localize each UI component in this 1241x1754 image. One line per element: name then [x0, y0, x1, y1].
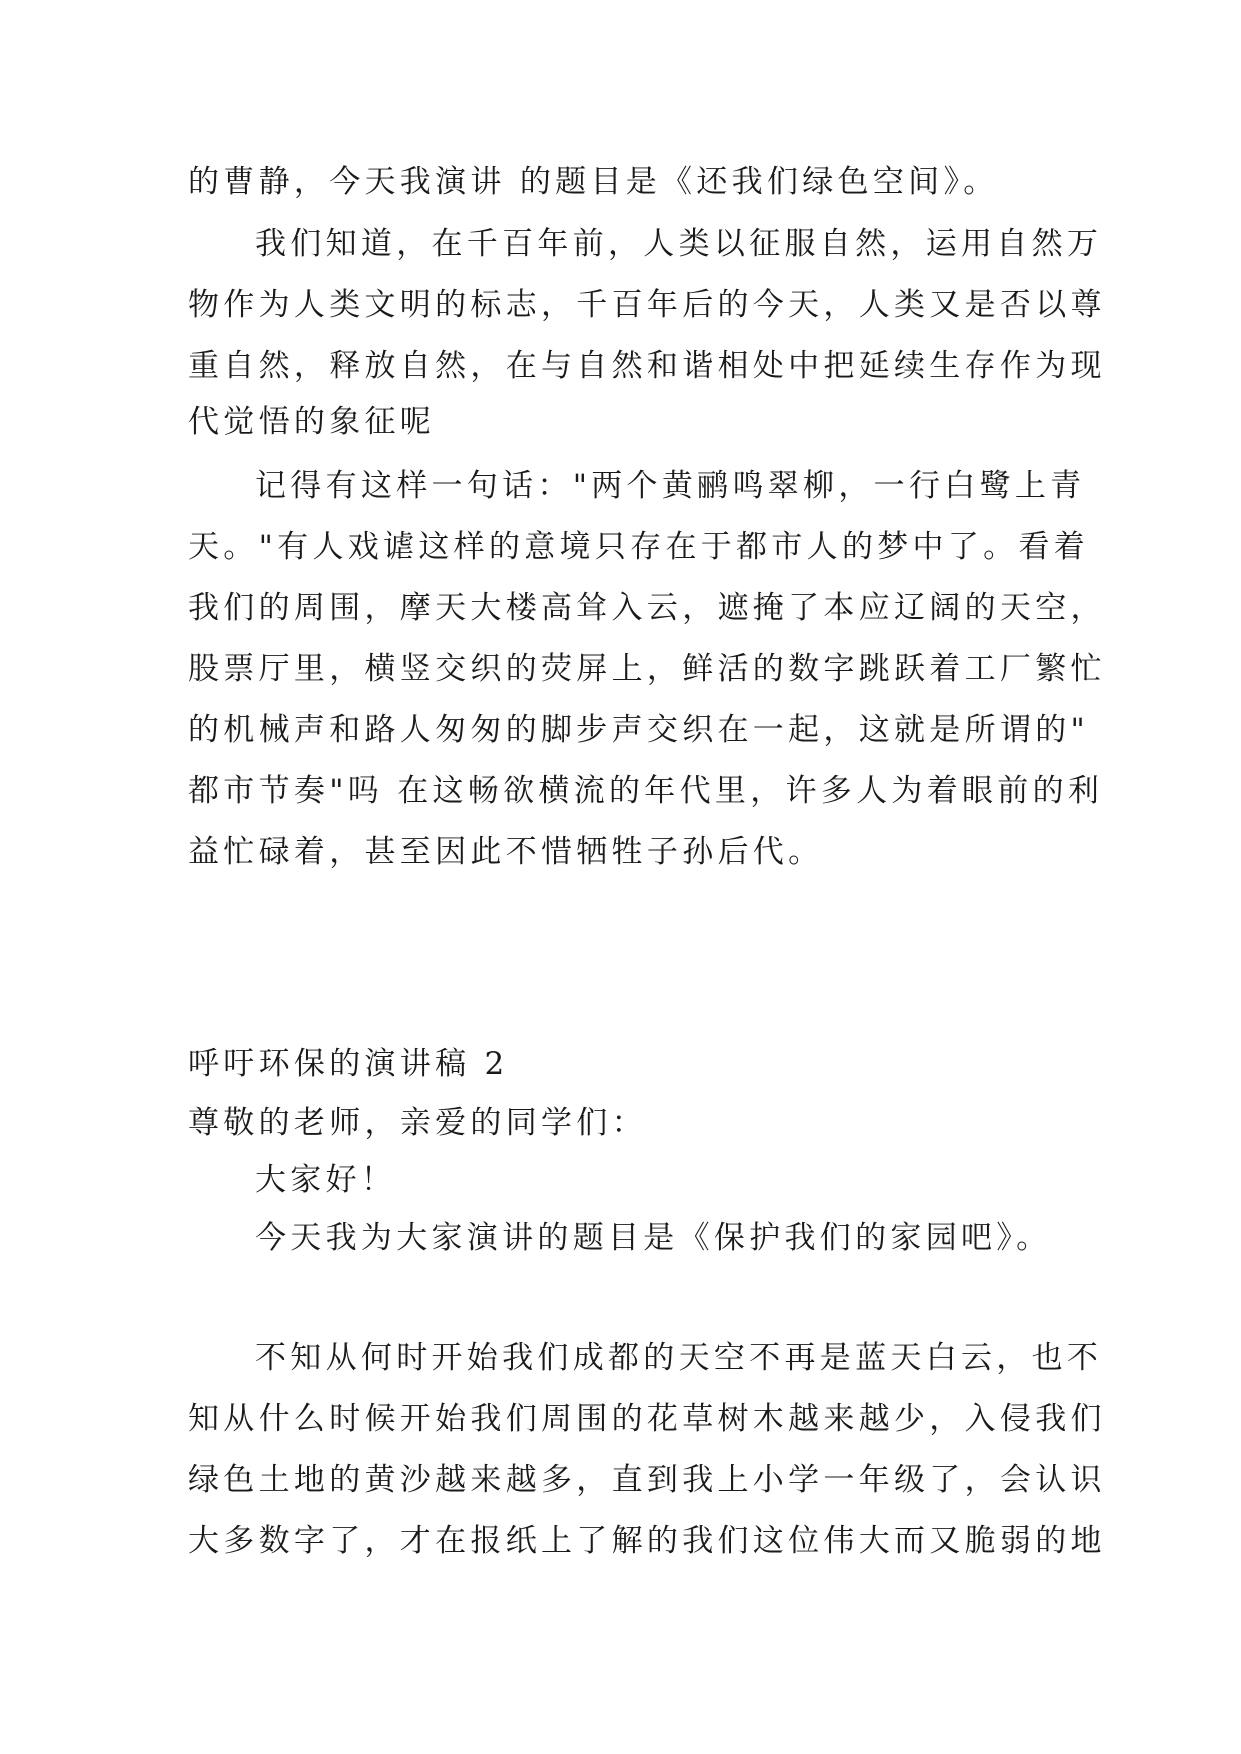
greeting: 大家好！	[255, 1162, 397, 1198]
body-text-line: 天。"有人戏谑这样的意境只存在于都市人的梦中了。看着	[188, 529, 1090, 565]
section-title: 呼吁环保的演讲稿 2	[188, 1046, 509, 1082]
paragraph-first-line: 我们知道，在千百年前，人类以征服自然，运用自然万	[255, 226, 1103, 262]
body-text-line: 的曹静，今天我演讲 的题目是《还我们绿色空间》。	[188, 164, 999, 200]
body-text-line: 物作为人类文明的标志，千百年后的今天，人类又是否以尊	[188, 287, 1106, 323]
body-text-line: 绿色土地的黄沙越来越多，直到我上小学一年级了，会认识	[188, 1462, 1106, 1498]
body-text-line: 代觉悟的象征呢	[188, 404, 436, 440]
paragraph-first-line: 不知从何时开始我们成都的天空不再是蓝天白云，也不	[255, 1340, 1103, 1376]
body-text-line: 知从什么时候开始我们周围的花草树木越来越少，入侵我们	[188, 1401, 1106, 1437]
body-text-line: 益忙碌着，甚至因此不惜牺牲子孙后代。	[188, 834, 824, 870]
body-text-line: 我们的周围，摩天大楼高耸入云，遮掩了本应辽阔的天空，	[188, 590, 1106, 626]
body-text-line: 大多数字了，才在报纸上了解的我们这位伟大而又脆弱的地	[188, 1523, 1106, 1559]
body-text-line: 股票厅里，横竖交织的荧屏上，鲜活的数字跳跃着工厂繁忙	[188, 651, 1106, 687]
paragraph-first-line: 记得有这样一句话："两个黄鹂鸣翠柳，一行白鹭上青	[255, 468, 1086, 504]
body-text-line: 的机械声和路人匆匆的脚步声交织在一起，这就是所谓的"	[188, 712, 1090, 748]
body-text-line: 重自然，释放自然，在与自然和谐相处中把延续生存作为现	[188, 348, 1106, 384]
speech-topic: 今天我为大家演讲的题目是《保护我们的家园吧》。	[255, 1220, 1052, 1256]
salutation: 尊敬的老师，亲爱的同学们：	[188, 1105, 647, 1141]
body-text-line: 都市节奏"吗 在这畅欲横流的年代里，许多人为着眼前的利	[188, 773, 1104, 809]
